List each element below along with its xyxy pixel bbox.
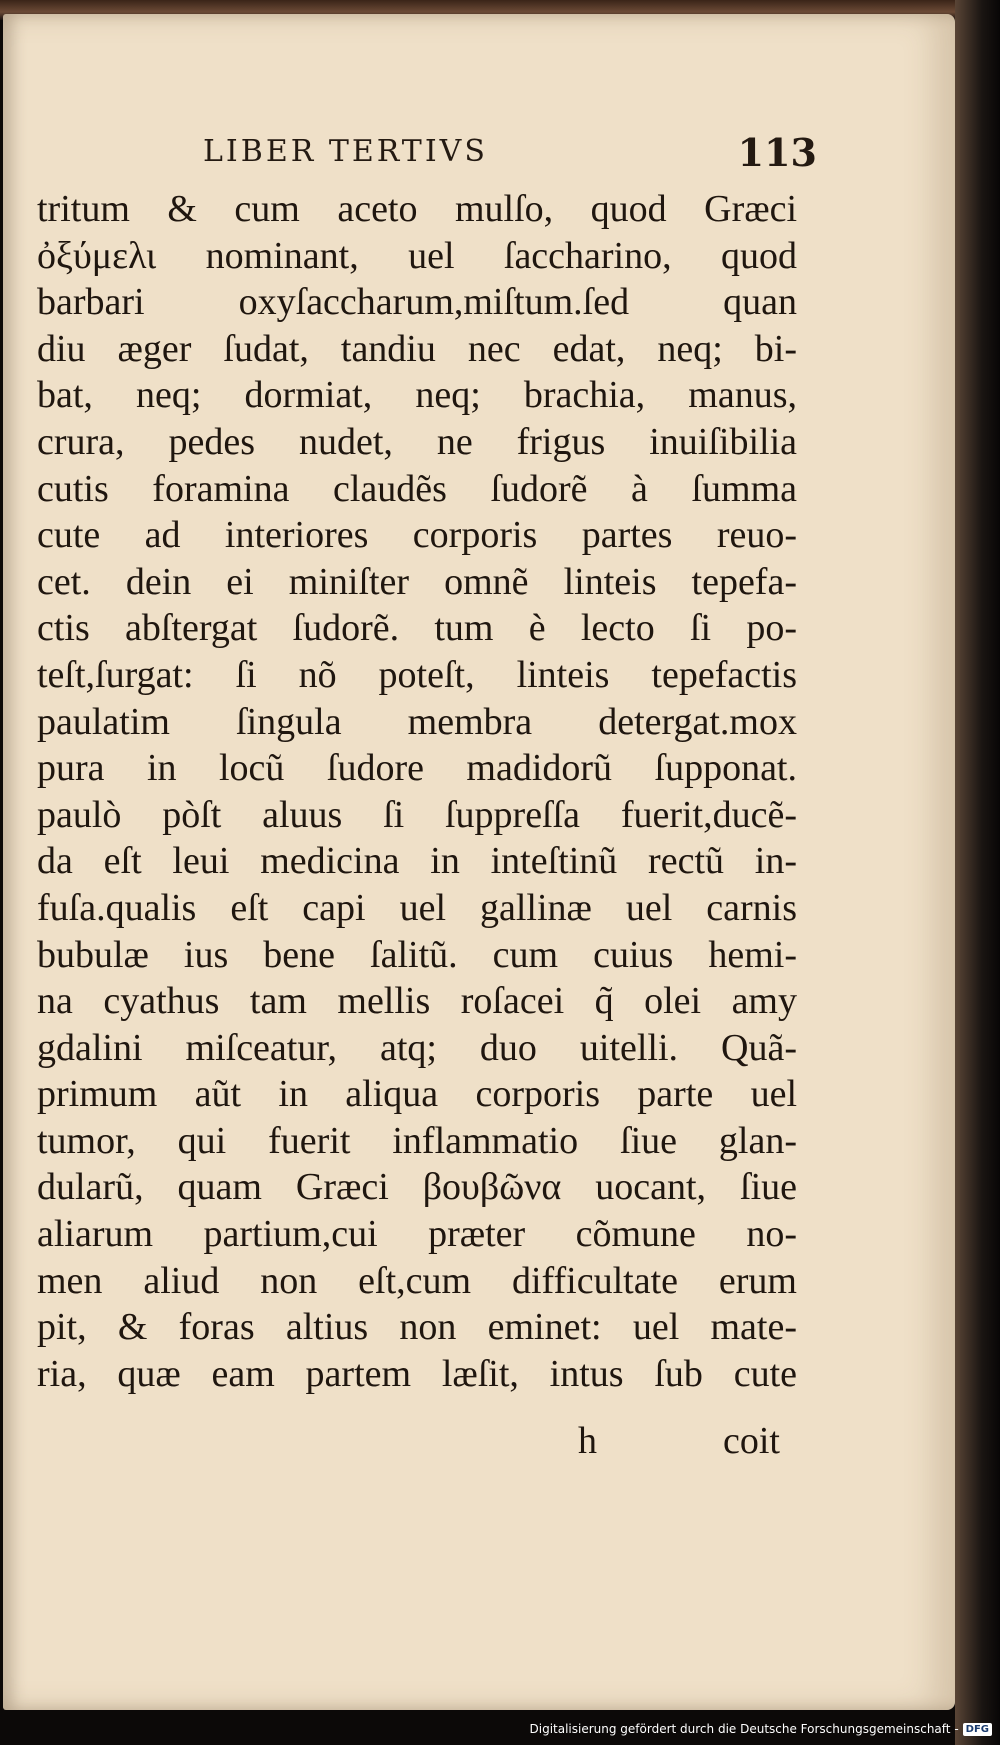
text-line: crura, pedes nudet, ne frigus inuiſibilia (37, 420, 797, 463)
running-title: LIBER TERTIVS (203, 134, 488, 169)
text-line: diu æger ſudat, tandiu nec edat, neq; bi- (37, 327, 797, 370)
text-line: paulò pòſt aluus ſi ſuppreſſa fuerit,ducẽ- (37, 793, 797, 836)
body-text (37, 186, 797, 1397)
text-line: primum aũt in aliqua corporis parte uel (37, 1073, 797, 1116)
text-line: ctis abſtergat ſudorẽ. tum è lecto ſi po- (37, 607, 797, 650)
text-line: teſt,ſurgat: ſi nõ poteſt, linteis tepefactis (37, 653, 797, 696)
text-line: dularũ, quam Græci βουβῶνα uocant, ſiue (37, 1166, 797, 1209)
text-line: bat, neq; dormiat, neq; brachia, manus, (37, 374, 797, 417)
dfg-logo: DFG (963, 1723, 992, 1736)
text-line: barbari oxyſaccharum,miſtum.ſed quan (37, 281, 797, 324)
book-page (3, 14, 955, 1710)
text-line: gdalini miſceatur, atq; duo uitelli. Quã- (37, 1026, 797, 1069)
text-line: tritum & cum aceto mulſo, quod Græci (37, 188, 797, 230)
signature-mark: h (578, 1420, 597, 1462)
text-line: cutis foramina claudẽs ſudorẽ à ſumma (37, 467, 797, 510)
text-line: cute ad interiores corporis partes reuo- (37, 514, 797, 557)
text-line: paulatim ſingula membra detergat.mox (37, 700, 797, 743)
running-header (203, 130, 823, 175)
page-shadow (955, 0, 1000, 1745)
text-line: cet. dein ei miniſter omnẽ linteis tepefa- (37, 560, 797, 603)
text-line: ria, quæ eam partem læſit, intus ſub cute (37, 1352, 797, 1395)
text-line: pura in locũ ſudore madidorũ ſupponat. (37, 747, 797, 790)
catchword: coit (723, 1420, 780, 1462)
text-line: na cyathus tam mellis roſacei q̃ olei amy (37, 980, 797, 1023)
credit-text: Digitalisierung gefördert durch die Deutsche Forschungsgemeinschaft - (529, 1722, 959, 1736)
text-line: men aliud non eſt,cum difficultate erum (37, 1259, 797, 1302)
text-line: fuſa.qualis eſt capi uel gallinæ uel carnis (37, 886, 797, 929)
text-line: pit, & foras altius non eminet: uel mate- (37, 1306, 797, 1349)
text-line: ὀξύμελι nominant, uel ſaccharino, quod (37, 234, 797, 277)
text-line: tumor, qui fuerit inflammatio ſiue glan- (37, 1119, 797, 1162)
text-line: aliarum partium,cui præter cõmune no- (37, 1213, 797, 1256)
page-number: 113 (737, 130, 817, 175)
digitization-credit (530, 1719, 993, 1739)
text-line: bubulæ ius bene ſalitũ. cum cuius hemi- (37, 933, 797, 976)
text-line: da eſt leui medicina in inteſtinũ rectũ in- (37, 840, 797, 883)
